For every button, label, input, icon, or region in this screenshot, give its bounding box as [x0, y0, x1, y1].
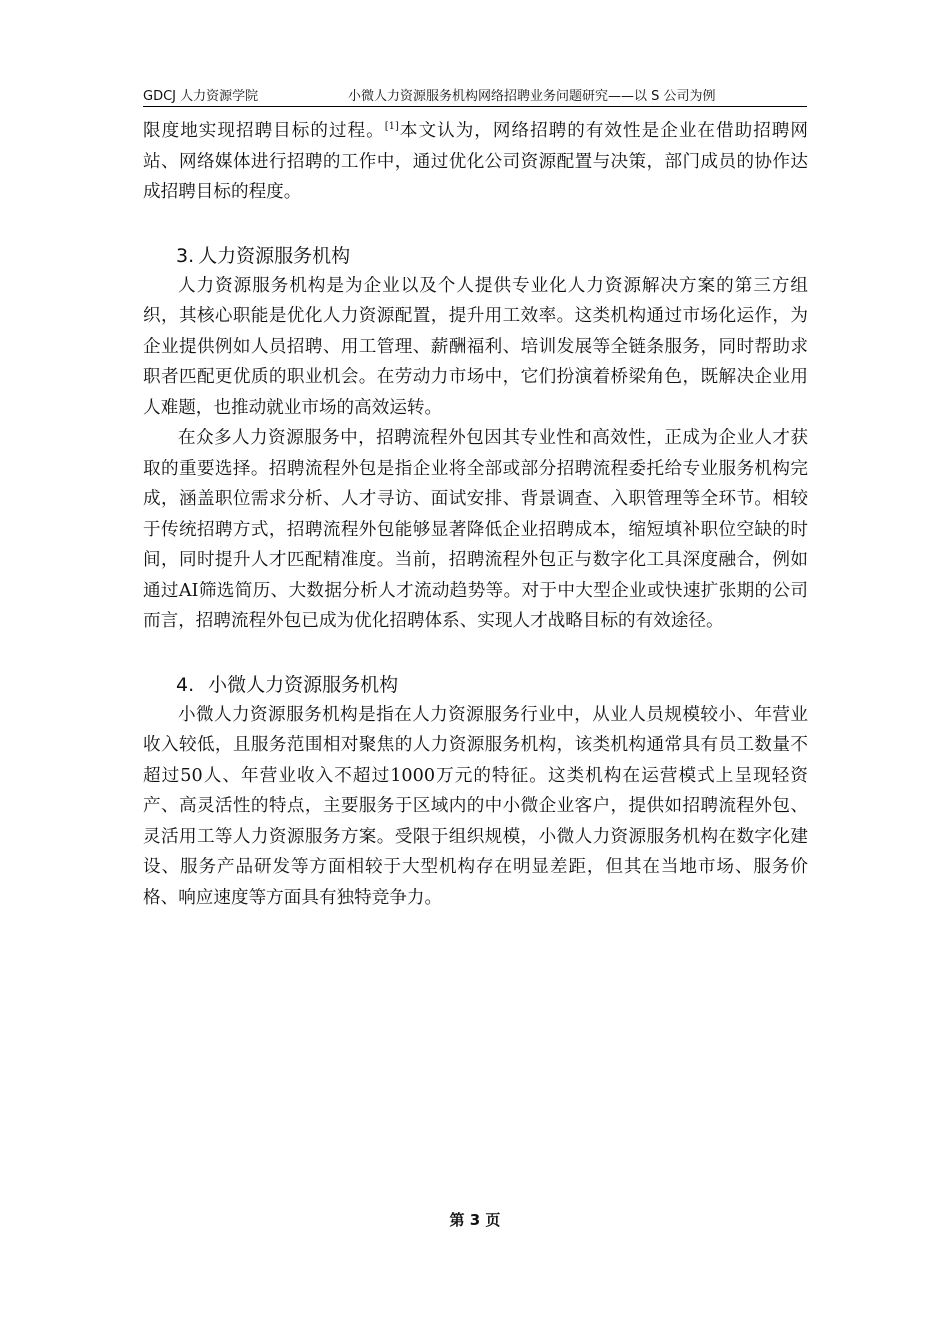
- section-3-title: 人力资源服务机构: [198, 244, 351, 267]
- section-4-title: 小微人力资源服务机构: [208, 673, 399, 696]
- section-3-paragraph-2: 在众多人力资源服务中，招聘流程外包因其专业性和高效性，正成为企业人才获取的重要选择。招聘流程外包是指企业将全部或部分招聘流程委托给专业服务机构完成，涵盖职位需求分析、人才寻访、面试安排、背景调查、入职管理等全环节。相较于传统招聘方式，招聘流程外包能够显著降低企业招聘成本，缩短填补职位空缺的时间，同时提升人才匹配精准度。当前，招聘流程外包正与数字化工具深度融合，例如通过AI筛选简历、大数据分析人才流动趋势等。对于中大型企业或快速扩张期的公司而言，招聘流程外包已成为优化招聘体系、实现人才战略目标的有效途径。: [143, 428, 808, 631]
- page-number: 第 3 页: [449, 1211, 501, 1229]
- page-body: [143, 116, 808, 913]
- section-4-heading: [143, 670, 808, 700]
- citation-marker: [1]: [384, 121, 399, 132]
- page-header: [143, 88, 807, 107]
- intro-text-after: 本文认为，网络招聘的有效性是企业在借助招聘网站、网络媒体进行招聘的工作中，通过优化公司资源配置与决策，部门成员的协作达成招聘目标的程度。: [143, 121, 808, 202]
- header-school: GDCJ 人力资源学院: [143, 89, 259, 104]
- intro-paragraph: [143, 116, 808, 208]
- section-3-paragraph-1: 人力资源服务机构是为企业以及个人提供专业化人力资源解决方案的第三方组织，其核心职能是优化人力资源配置，提升用工效率。这类机构通过市场化运作，为企业提供例如人员招聘、用工管理、薪酬福利、培训发展等全链条服务，同时帮助求职者匹配更优质的职业机会。在劳动力市场中，它们扮演着桥梁角色，既解决企业用人难题，也推动就业市场的高效运转。: [143, 275, 808, 418]
- section-3-number: 3.: [176, 244, 195, 267]
- header-title: 小微人力资源服务机构网络招聘业务问题研究——以 S 公司为例: [348, 89, 716, 104]
- section-4-number: 4.: [176, 673, 195, 696]
- section-4-paragraph-1: 小微人力资源服务机构是指在人力资源服务行业中，从业人员规模较小、年营业收入较低，且服务范围相对聚焦的人力资源服务机构，该类机构通常具有员工数量不超过50人、年营业收入不超过1000万元的特征。这类机构在运营模式上呈现轻资产、高灵活性的特点，主要服务于区域内的中小微企业客户，提供如招聘流程外包、灵活用工等人力资源服务方案。受限于组织规模，小微人力资源服务机构在数字化建设、服务产品研发等方面相较于大型机构存在明显差距，但其在当地市场、服务价格、响应速度等方面具有独特竞争力。: [143, 704, 808, 908]
- intro-text-before: 限度地实现招聘目标的过程。: [143, 121, 385, 141]
- section-3-heading: [143, 241, 808, 271]
